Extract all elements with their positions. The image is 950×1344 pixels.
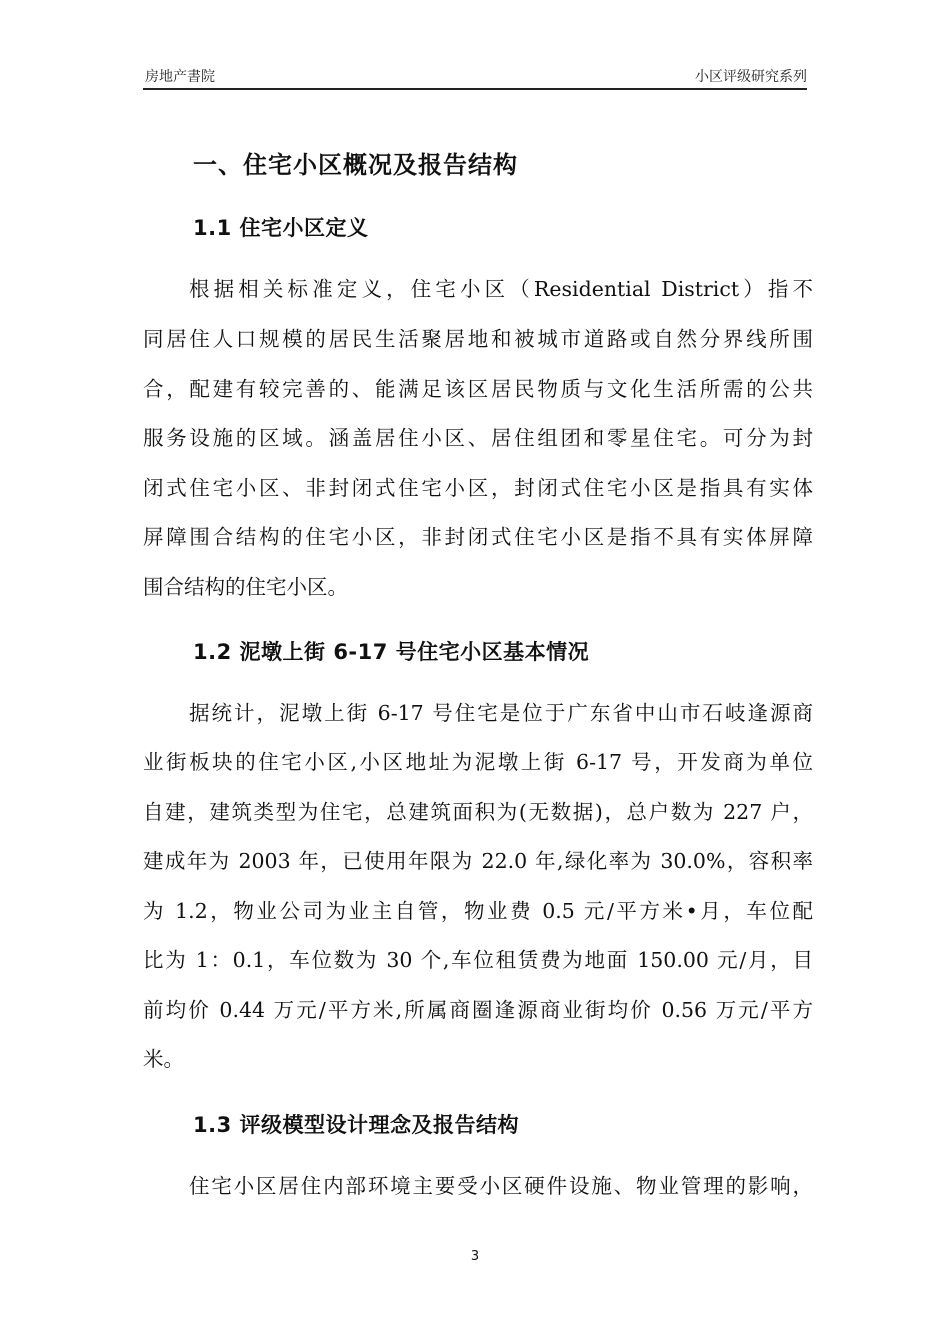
paragraph-line: 合，配建有较完善的、能满足该区居民物质与文化生活所需的公共 [143, 377, 813, 401]
paragraph-line: 比为 1：0.1，车位数为 30 个,车位租赁费为地面 150.00 元/月，目 [143, 948, 813, 972]
paragraph-line: 闭式住宅小区、非封闭式住宅小区，封闭式住宅小区是指具有实体 [143, 476, 813, 500]
page-number: 3 [470, 1249, 480, 1264]
chapter-title: 一、住宅小区概况及报告结构 [193, 151, 518, 179]
paragraph-line: 服务设施的区域。涵盖居住小区、居住组团和零星住宅。可分为封 [143, 426, 813, 450]
paragraph-line: 围合结构的住宅小区。 [143, 575, 348, 599]
paragraph-line: 业街板块的住宅小区,小区地址为泥墩上街 6-17 号，开发商为单位 [143, 750, 813, 774]
paragraph-line: 同居住人口规模的居民生活聚居地和被城市道路或自然分界线所围 [143, 327, 813, 351]
header-series-title: 小区评级研究系列 [695, 69, 807, 85]
page-header [143, 66, 807, 90]
paragraph-line: 屏障围合结构的住宅小区，非封闭式住宅小区是指不具有实体屏障 [143, 525, 813, 549]
header-publisher: 房地产書院 [145, 69, 215, 85]
section-heading-1-3: 1.3 评级模型设计理念及报告结构 [193, 1113, 520, 1137]
paragraph-line: 建成年为 2003 年，已使用年限为 22.0 年,绿化率为 30.0%，容积率 [143, 849, 813, 873]
paragraph-line: 根据相关标准定义，住宅小区（Residential District）指不 [189, 277, 813, 301]
section-heading-1-1: 1.1 住宅小区定义 [193, 216, 369, 240]
paragraph-line: 米。 [143, 1047, 184, 1071]
paragraph-line: 自建，建筑类型为住宅，总建筑面积为(无数据)，总户数为 227 户， [143, 800, 813, 824]
paragraph-line: 据统计，泥墩上街 6-17 号住宅是位于广东省中山市石岐逢源商 [189, 701, 813, 725]
section-heading-1-2: 1.2 泥墩上街 6-17 号住宅小区基本情况 [193, 640, 590, 664]
paragraph-line: 前均价 0.44 万元/平方米,所属商圈逢源商业街均价 0.56 万元/平方 [143, 998, 813, 1022]
paragraph-line: 住宅小区居住内部环境主要受小区硬件设施、物业管理的影响， [189, 1174, 813, 1198]
paragraph-line: 为 1.2，物业公司为业主自管，物业费 0.5 元/平方米•月，车位配 [143, 899, 813, 923]
